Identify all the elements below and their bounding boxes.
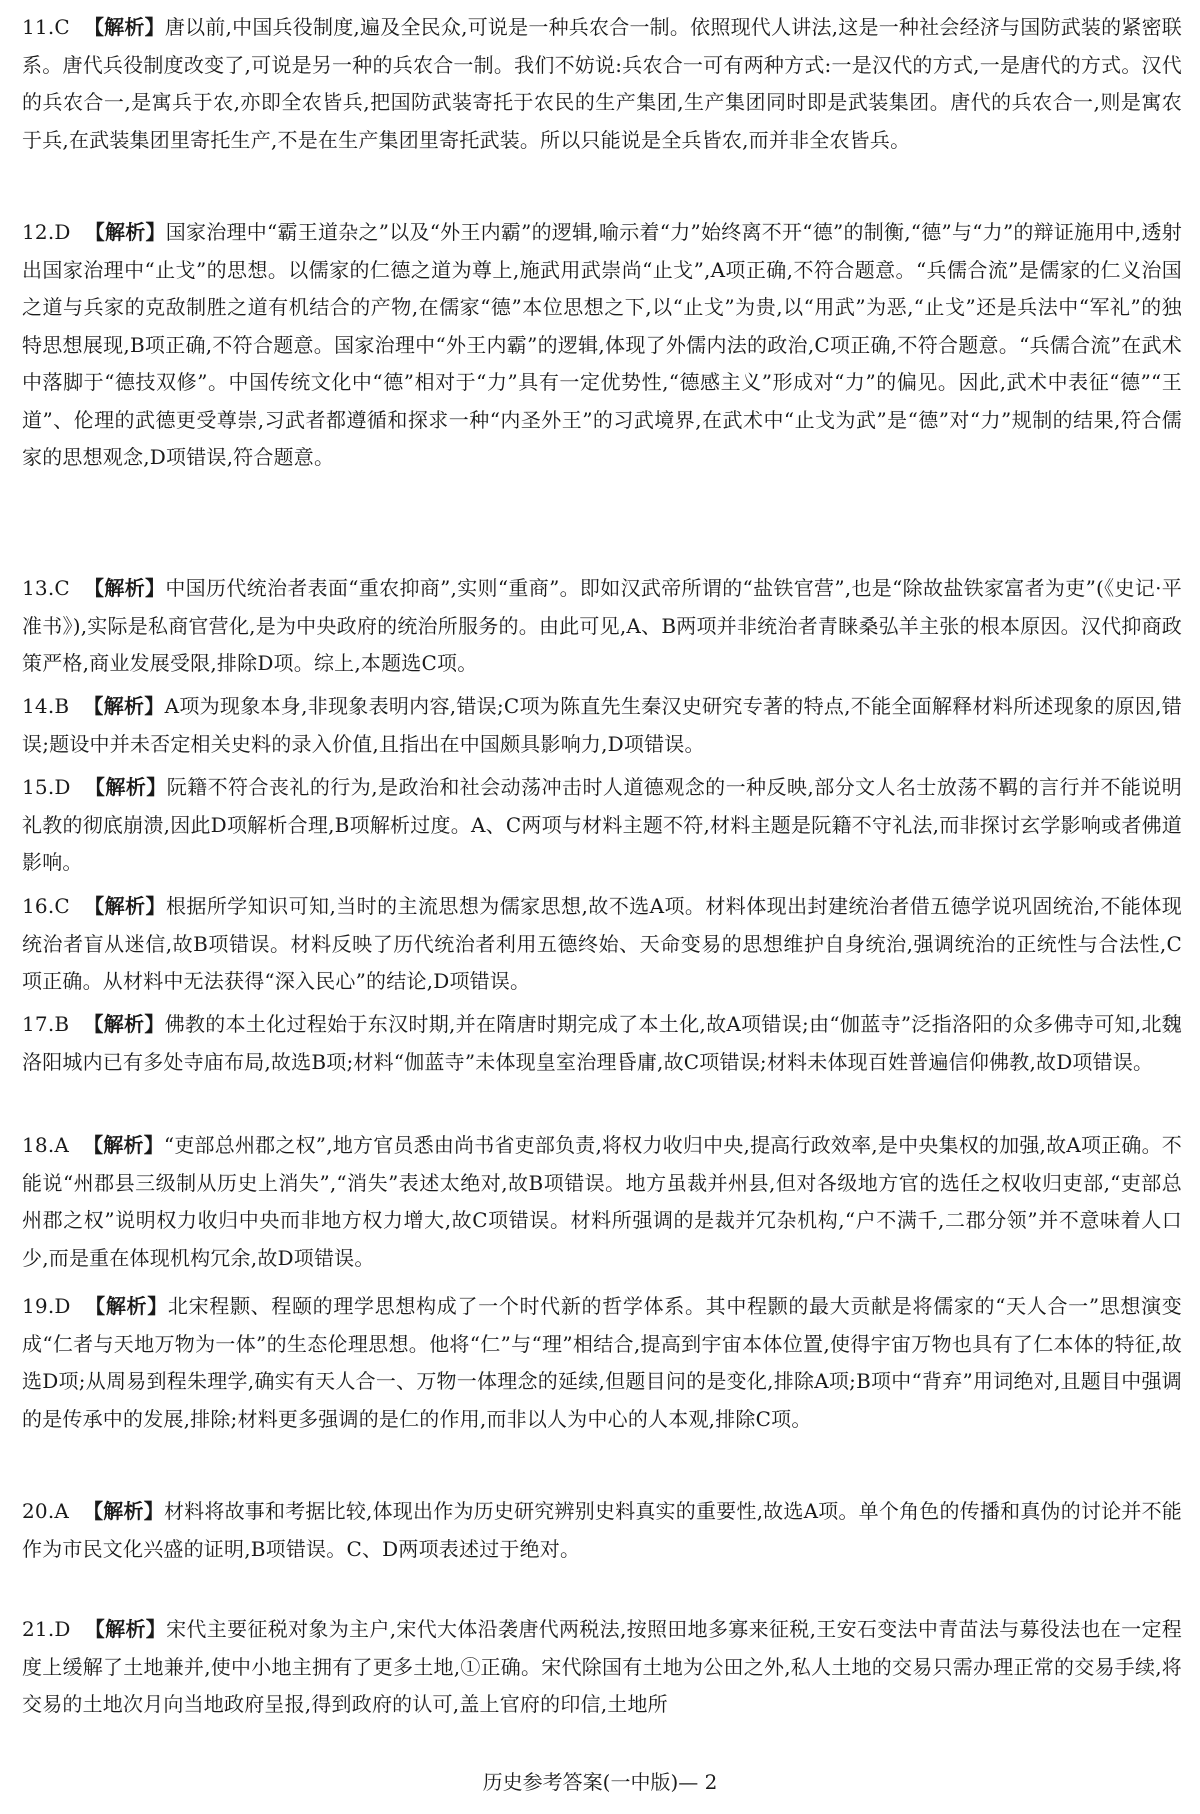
question-number: 17.: [22, 1012, 55, 1036]
question-number: 14.: [22, 694, 55, 718]
page-footer: 历史参考答案(一中版)— 2: [482, 1770, 718, 1794]
analysis-text: 佛教的本土化过程始于东汉时期,并在隋唐时期完成了本土化,故A项错误;由“伽蓝寺”泛指洛阳的众多佛寺可知,北魏洛阳城内已有多处寺庙布局,故选B项;材料“伽蓝寺”未体现皇室治理昏庸,故C项错误;材料未体现百姓普遍信仰佛教,故D项错误。: [22, 1012, 1182, 1074]
question-number: 15.: [22, 775, 55, 799]
question-number: 12.: [22, 220, 55, 244]
answer-15: [22, 769, 1182, 882]
answer-choice: B: [54, 1012, 70, 1036]
question-number: 21.: [22, 1617, 55, 1641]
analysis-tag: 【解析】: [83, 694, 165, 718]
analysis-tag: 【解析】: [83, 15, 165, 39]
analysis-text: 阮籍不符合丧礼的行为,是政治和社会动荡冲击时人道德观念的一种反映,部分文人名士放荡不羁的言行并不能说明礼教的彻底崩溃,因此D项解析合理,B项解析过度。A、C两项与材料主题不符,材料主题是阮籍不守礼法,而非探讨玄学影响或者佛道影响。: [22, 775, 1182, 874]
answer-choice: B: [54, 694, 70, 718]
answer-choice: A: [54, 1499, 70, 1523]
analysis-tag: 【解析】: [83, 576, 166, 600]
question-number: 20.: [22, 1499, 55, 1523]
answer-16: [22, 888, 1182, 1001]
analysis-text: 国家治理中“霸王道杂之”以及“外王内霸”的逻辑,喻示着“力”始终离不开“德”的制衡,“德”与“力”的辩证施用中,透射出国家治理中“止戈”的思想。以儒家的仁德之道为尊上,施武用武崇尚“止戈”,A项正确,不符合题意。“兵儒合流”是儒家的仁义治国之道与兵家的克敌制胜之道有机结合的产物,在儒家“德”本位思想之下,以“止戈”为贵,以“用武”为恶,“止戈”还是兵法中“军礼”的独特思想展现,B项正确,不符合题意。国家治理中“外王内霸”的逻辑,体现了外儒内法的政治,C项正确,不符合题意。“兵儒合流”在武术中落脚于“德技双修”。中国传统文化中“德”相对于“力”具有一定优势性,“德感主义”形成对“力”的偏见。因此,武术中表征“德”“王道”、伦理的武德更受尊崇,习武者都遵循和探求一种“内圣外王”的习武境界,在武术中“止戈为武”是“德”对“力”规制的结果,符合儒家的思想观念,D项错误,符合题意。: [22, 220, 1182, 469]
answer-11: [22, 9, 1182, 159]
answer-12: [22, 214, 1182, 477]
answer-19: [22, 1288, 1182, 1438]
analysis-text: 唐以前,中国兵役制度,遍及全民众,可说是一种兵农合一制。依照现代人讲法,这是一种社会经济与国防武装的紧密联系。唐代兵役制度改变了,可说是另一种的兵农合一制。我们不妨说:兵农合一可有两种方式:一是汉代的方式,一是唐代的方式。汉代的兵农合一,是寓兵于农,亦即全农皆兵,把国防武装寄托于农民的生产集团,生产集团同时即是武装集团。唐代的兵农合一,则是寓农于兵,在武装集团里寄托生产,不是在生产集团里寄托武装。所以只能说是全兵皆农,而并非全农皆兵。: [22, 15, 1182, 152]
answer-20: [22, 1493, 1182, 1568]
question-number: 16.: [22, 894, 55, 918]
answer-17: [22, 1006, 1182, 1081]
analysis-tag: 【解析】: [83, 1012, 165, 1036]
answer-14: [22, 688, 1182, 763]
analysis-text: 中国历代统治者表面“重农抑商”,实则“重商”。即如汉武帝所谓的“盐铁官营”,也是“除故盐铁家富者为吏”(《史记·平准书》),实际是私商官营化,是为中央政府的统治所服务的。由此可见,A、B两项并非统治者青睐桑弘羊主张的根本原因。汉代抑商政策严格,商业发展受限,排除D项。综上,本题选C项。: [22, 576, 1182, 675]
analysis-tag: 【解析】: [83, 894, 166, 918]
analysis-tag: 【解析】: [84, 220, 166, 244]
analysis-text: 材料将故事和考据比较,体现出作为历史研究辨别史料真实的重要性,故选A项。单个角色的传播和真伪的讨论并不能作为市民文化兴盛的证明,B项错误。C、D两项表述过于绝对。: [22, 1499, 1182, 1561]
analysis-tag: 【解析】: [84, 1617, 167, 1641]
analysis-tag: 【解析】: [83, 1133, 164, 1157]
analysis-text: 根据所学知识可知,当时的主流思想为儒家思想,故不选A项。材料体现出封建统治者借五德学说巩固统治,不能体现统治者盲从迷信,故B项错误。材料反映了历代统治者利用五德终始、天命变易的思想维护自身统治,强调统治的正统性与合法性,C项正确。从材料中无法获得“深入民心”的结论,D项错误。: [22, 894, 1182, 993]
question-number: 11.: [22, 15, 55, 39]
answer-21: [22, 1611, 1182, 1724]
question-number: 13.: [22, 576, 55, 600]
answer-18: [22, 1127, 1182, 1277]
answer-13: [22, 570, 1182, 683]
answer-choice: D: [54, 220, 71, 244]
analysis-tag: 【解析】: [84, 775, 167, 799]
question-number: 18.: [22, 1133, 55, 1157]
analysis-tag: 【解析】: [83, 1499, 164, 1523]
analysis-text: 宋代主要征税对象为主户,宋代大体沿袭唐代两税法,按照田地多寡来征税,王安石变法中青苗法与募役法也在一定程度上缓解了土地兼并,使中小地主拥有了更多土地,①正确。宋代除国有土地为公田之外,私人土地的交易只需办理正常的交易手续,将交易的土地次月向当地政府呈报,得到政府的认可,盖上官府的印信,土地所: [22, 1617, 1182, 1716]
analysis-text: 北宋程颢、程颐的理学思想构成了一个时代新的哲学体系。其中程颢的最大贡献是将儒家的“天人合一”思想演变成“仁者与天地万物为一体”的生态伦理思想。他将“仁”与“理”相结合,提高到宇宙本体位置,使得宇宙万物也具有了仁本体的特征,故选D项;从周易到程朱理学,确实有天人合一、万物一体理念的延续,但题目问的是变化,排除A项;B项中“背弃”用词绝对,且题目中强调的是传承中的发展,排除;材料更多强调的是仁的作用,而非以人为中心的人本观,排除C项。: [22, 1294, 1182, 1431]
question-number: 19.: [22, 1294, 55, 1318]
answer-choice: A: [54, 1133, 70, 1157]
analysis-text: A项为现象本身,非现象表明内容,错误;C项为陈直先生秦汉史研究专著的特点,不能全面解释材料所述现象的原因,错误;题设中并未否定相关史料的录入价值,且指出在中国颇具影响力,D项错误。: [22, 694, 1182, 756]
answer-choice: D: [54, 775, 71, 799]
answer-choice: D: [54, 1294, 71, 1318]
answer-choice: C: [54, 15, 70, 39]
answer-choice: C: [54, 576, 70, 600]
analysis-text: “吏部总州郡之权”,地方官员悉由尚书省吏部负责,将权力收归中央,提高行政效率,是中央集权的加强,故A项正确。不能说“州郡县三级制从历史上消失”,“消失”表述太绝对,故B项错误。地方虽裁并州县,但对各级地方官的选任之权收归吏部,“吏部总州郡之权”说明权力收归中央而非地方权力增大,故C项错误。材料所强调的是裁并冗杂机构,“户不满千,二郡分领”并不意味着人口少,而是重在体现机构冗余,故D项错误。: [22, 1133, 1182, 1270]
answer-choice: C: [54, 894, 70, 918]
analysis-tag: 【解析】: [84, 1294, 168, 1318]
answer-choice: D: [54, 1617, 71, 1641]
